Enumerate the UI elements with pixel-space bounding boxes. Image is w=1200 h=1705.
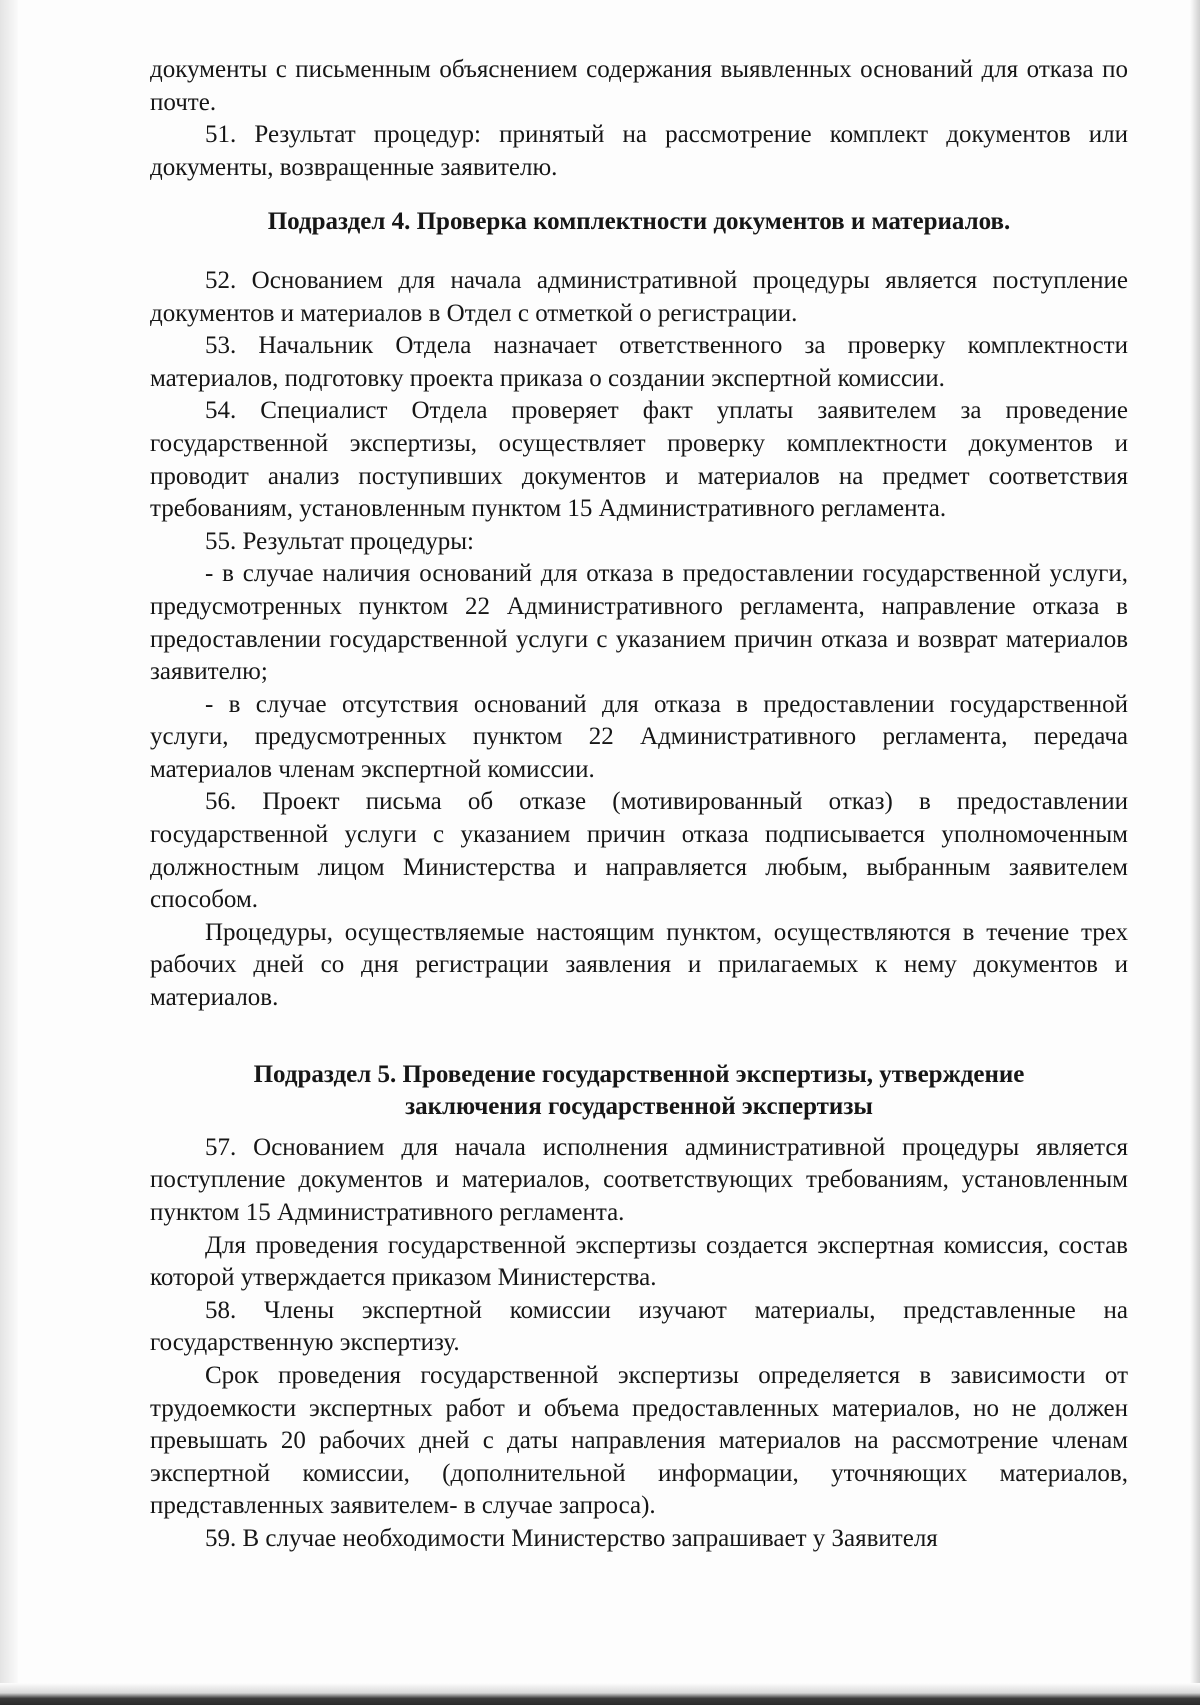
- paragraph-51: 51. Результат процедур: принятый на рассмотрение комплект документов или документы, возвращенные заявителю.: [150, 121, 1128, 181]
- paragraph-commission: Для проведения государственной экспертизы создается экспертная комиссия, состав которой утверждается приказом Министерства.: [150, 1231, 1128, 1292]
- section-5-heading-line-1: Подраздел 5. Проведение государственной экспертизы, утверждение: [253, 1060, 1025, 1088]
- section-4-heading: Подраздел 4. Проверка комплектности документов и материалов.: [267, 208, 1011, 236]
- paragraph-continuation: документы с письменным объяснением содержания выявленных оснований для отказа по почте.: [150, 56, 1128, 116]
- paragraph-57: 57. Основанием для начала исполнения административной процедуры является поступление документов и материалов, соответствующих требованиям, установленным пунктом 15 Административного регламента.: [150, 1133, 1128, 1226]
- paragraph-53: 53. Начальник Отдела назначает ответственного за проверку комплектности материалов, подготовку проекта приказа о создании экспертной комиссии.: [150, 332, 1128, 392]
- list-item-no-refusal: - в случае отсутствия оснований для отказа в предоставлении государственной услуги, предусмотренных пунктом 22 Административного регламента, передача материалов членам экспертной комиссии.: [150, 690, 1128, 783]
- list-item-refusal: - в случае наличия оснований для отказа в предоставлении государственной услуги, предусмотренных пунктом 22 Административного регламента, направление отказа в предоставлении государственной услуги с указанием причин отказа и возврат материалов заявителю;: [150, 560, 1128, 686]
- section-5-heading-line-2: заключения государственной экспертизы: [405, 1093, 873, 1121]
- paragraph-54: 54. Специалист Отдела проверяет факт уплаты заявителем за проведение государственной экспертизы, осуществляет проверку комплектности документов и проводит анализ поступивших документов и материалов на предмет соответствия требованиям, установленным пунктом 15 Административного регламента.: [150, 397, 1128, 523]
- paragraph-52: 52. Основанием для начала административной процедуры является поступление документов и материалов в Отдел с отметкой о регистрации.: [150, 266, 1128, 327]
- paragraph-procedures-term: Процедуры, осуществляемые настоящим пунктом, осуществляются в течение трех рабочих дней со дня регистрации заявления и прилагаемых к нему документов и материалов.: [150, 918, 1128, 1012]
- document-body: [150, 54, 1128, 1556]
- paragraph-58: 58. Члены экспертной комиссии изучают материалы, представленные на государственную экспертизу.: [150, 1296, 1128, 1357]
- scan-edge-left: [0, 0, 18, 1705]
- section-5-heading: [150, 1059, 1128, 1124]
- paragraph-expertise-term: Срок проведения государственной экспертизы определяется в зависимости от трудоемкости экспертных работ и объема предоставленных материалов, но не должен превышать 20 рабочих дней с даты направления материалов на рассмотрение членам экспертной комиссии, (дополнительной информации, уточняющих материалов, представленных заявителем- в случае запроса).: [150, 1361, 1128, 1520]
- paragraph-55: 55. Результат процедуры:: [205, 527, 474, 555]
- scan-edge-bottom: [0, 1683, 1200, 1705]
- scan-edge-right: [1190, 0, 1200, 1705]
- paragraph-56: 56. Проект письма об отказе (мотивированный отказ) в предоставлении государственной услуги с указанием причин отказа подписывается уполномоченным должностным лицом Министерства и направляется любым, выбранным заявителем способом.: [150, 788, 1128, 914]
- paragraph-59: 59. В случае необходимости Министерство запрашивает у Заявителя: [205, 1524, 938, 1552]
